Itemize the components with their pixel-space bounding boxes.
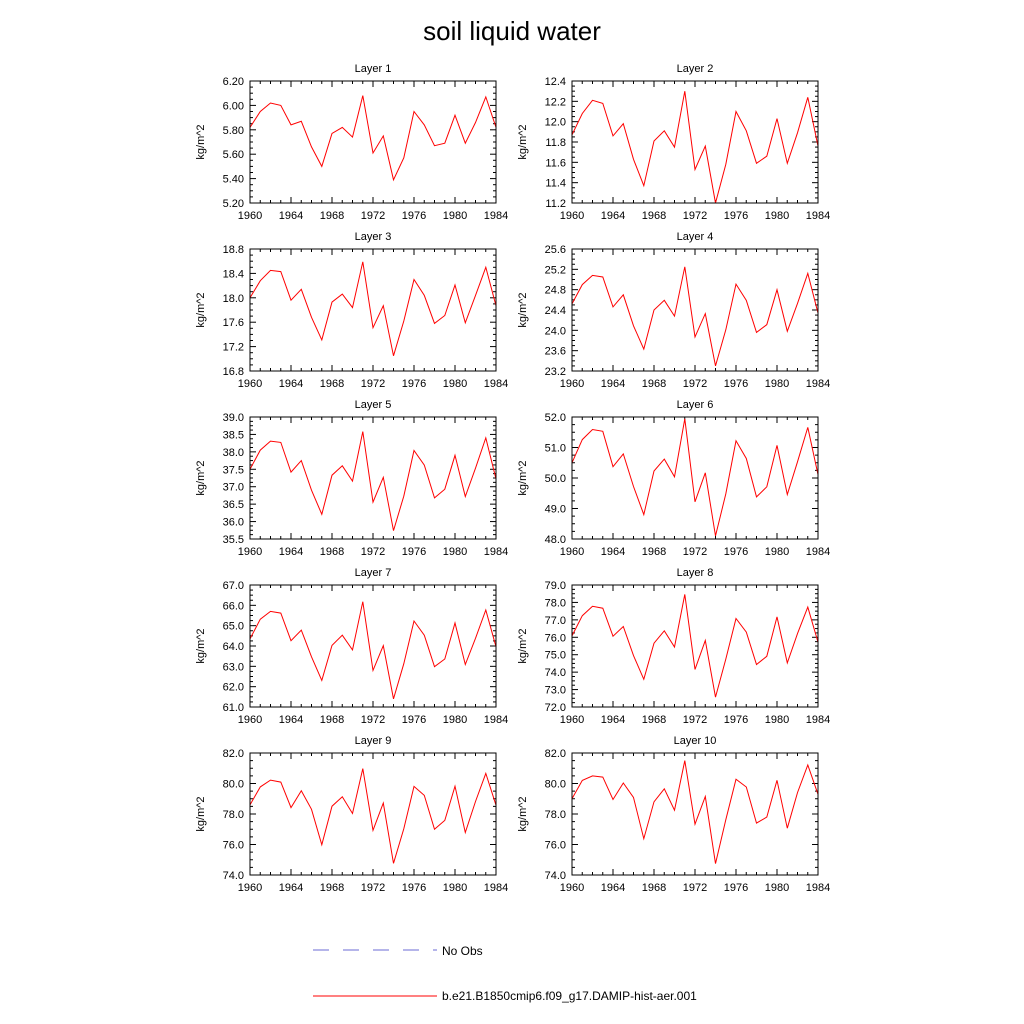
plot-frame [250,249,496,371]
panel-title: Layer 9 [354,735,392,747]
y-tick-label: 74.0 [222,870,244,882]
x-tick-label: 1980 [764,882,790,894]
series-line [250,96,496,180]
y-tick-label: 50.0 [544,473,566,485]
panel-title: Layer 5 [354,399,392,411]
x-tick-label: 1964 [600,378,626,390]
x-tick-label: 1972 [682,210,708,222]
panel-2 [517,63,830,222]
plot-frame [250,585,496,707]
x-tick-label: 1964 [278,714,304,726]
y-tick-label: 78.0 [544,809,566,821]
y-tick-label: 82.0 [544,748,566,760]
x-tick-label: 1976 [401,378,427,390]
y-tick-label: 73.0 [544,684,566,697]
x-tick-label: 1980 [764,714,790,726]
x-tick-label: 1980 [442,714,468,726]
x-tick-label: 1960 [559,882,585,894]
y-axis-label: kg/m^2 [195,628,207,664]
x-tick-label: 1960 [559,546,585,558]
x-tick-label: 1968 [641,210,667,222]
legend-label-no-obs: No Obs [442,944,483,958]
x-tick-label: 1972 [360,882,386,894]
y-tick-label: 35.5 [222,534,244,546]
x-tick-label: 1980 [764,378,790,390]
y-tick-label: 38.0 [222,446,244,459]
y-tick-label: 76.0 [222,839,244,852]
x-tick-label: 1984 [805,546,831,558]
panel-title: Layer 1 [354,63,392,75]
plot-frame [250,417,496,539]
legend-label-model: b.e21.B1850cmip6.f09_g17.DAMIP-hist-aer.001 [442,989,697,1003]
x-tick-label: 1960 [559,714,585,726]
x-tick-label: 1960 [237,882,263,894]
y-tick-label: 24.0 [544,325,566,338]
y-tick-label: 37.5 [222,464,244,477]
y-tick-label: 5.40 [222,173,244,186]
y-tick-label: 78.0 [544,597,566,610]
x-tick-label: 1976 [401,546,427,558]
y-tick-label: 12.4 [544,76,566,88]
x-tick-label: 1984 [483,210,509,222]
x-tick-label: 1972 [360,378,386,390]
y-tick-label: 11.4 [545,177,566,190]
x-tick-label: 1980 [442,378,468,390]
y-tick-label: 38.5 [222,429,244,442]
plot-frame [250,753,496,875]
y-axis-label: kg/m^2 [195,124,207,160]
series-line [250,602,496,699]
y-tick-label: 77.0 [544,614,566,627]
x-tick-label: 1968 [319,714,345,726]
y-axis-label: kg/m^2 [517,292,529,328]
y-axis-label: kg/m^2 [517,460,529,496]
series-line [572,419,818,536]
x-tick-label: 1968 [641,714,667,726]
x-tick-label: 1984 [483,714,509,726]
y-axis-label: kg/m^2 [517,796,529,832]
x-tick-label: 1964 [600,546,626,558]
plot-frame [572,249,818,371]
panel-6 [517,399,830,558]
y-tick-label: 23.2 [544,366,566,378]
x-tick-label: 1984 [805,210,831,222]
x-tick-label: 1960 [237,378,263,390]
x-tick-label: 1976 [723,546,749,558]
x-tick-label: 1972 [682,882,708,894]
y-tick-label: 23.6 [544,345,566,358]
plot-frame [250,81,496,203]
y-axis-label: kg/m^2 [195,292,207,328]
y-tick-label: 64.0 [222,641,244,653]
y-tick-label: 76.0 [544,839,566,852]
series-line [572,761,818,864]
panel-title: Layer 7 [354,567,392,579]
x-tick-label: 1964 [278,210,304,222]
series-line [250,432,496,531]
x-tick-label: 1980 [442,546,468,558]
x-tick-label: 1972 [360,546,386,558]
x-tick-label: 1976 [723,378,749,390]
x-tick-label: 1968 [641,378,667,390]
panel-title: Layer 4 [676,231,714,243]
y-tick-label: 6.00 [222,100,244,113]
x-tick-label: 1976 [401,882,427,894]
figure-title: soil liquid water [423,16,601,46]
x-tick-label: 1984 [483,378,509,390]
y-tick-label: 25.6 [544,244,566,256]
panel-title: Layer 8 [676,567,714,579]
x-tick-label: 1964 [278,378,304,390]
series-line [572,594,818,697]
y-tick-label: 76.0 [544,632,566,645]
y-tick-label: 74.0 [544,667,566,680]
panel-10 [517,735,830,894]
x-tick-label: 1984 [483,882,509,894]
x-tick-label: 1968 [641,546,667,558]
y-tick-label: 62.0 [222,681,244,694]
x-tick-label: 1984 [805,882,831,894]
y-tick-label: 52.0 [544,412,566,424]
panel-1 [195,63,508,222]
panel-3 [195,231,508,390]
x-tick-label: 1984 [483,546,509,558]
x-tick-label: 1964 [278,882,304,894]
y-tick-label: 72.0 [544,702,566,714]
y-tick-label: 24.4 [544,305,566,317]
plot-frame [572,81,818,203]
y-tick-label: 49.0 [544,503,566,516]
series-line [572,267,818,366]
y-tick-label: 11.6 [545,157,566,170]
y-tick-label: 18.8 [222,244,244,256]
y-tick-label: 75.0 [544,649,566,662]
legend [313,944,697,1003]
x-tick-label: 1968 [319,546,345,558]
series-line [572,91,818,203]
panel-8 [517,567,830,726]
y-axis-label: kg/m^2 [195,796,207,832]
y-tick-label: 17.6 [222,317,244,330]
x-tick-label: 1984 [805,714,831,726]
y-tick-label: 18.4 [222,268,244,281]
y-axis-label: kg/m^2 [195,460,207,496]
panel-title: Layer 2 [676,63,714,75]
panels [195,63,830,894]
y-tick-label: 12.0 [544,116,566,129]
x-tick-label: 1960 [559,378,585,390]
y-tick-label: 17.2 [222,341,244,354]
y-tick-label: 5.60 [222,149,244,162]
y-tick-label: 74.0 [544,870,566,882]
x-tick-label: 1960 [237,210,263,222]
y-tick-label: 36.0 [222,516,244,529]
x-tick-label: 1968 [319,210,345,222]
x-tick-label: 1964 [600,714,626,726]
y-tick-label: 61.0 [222,702,244,714]
y-tick-label: 82.0 [222,748,244,760]
plot-frame [572,585,818,707]
x-tick-label: 1972 [360,210,386,222]
x-tick-label: 1976 [401,210,427,222]
y-axis-label: kg/m^2 [517,628,529,664]
y-tick-label: 18.0 [222,292,244,305]
x-tick-label: 1960 [559,210,585,222]
x-tick-label: 1972 [682,546,708,558]
panel-7 [195,567,508,726]
y-tick-label: 39.0 [222,412,244,424]
x-tick-label: 1980 [442,882,468,894]
y-tick-label: 37.0 [222,481,244,494]
y-tick-label: 67.0 [222,580,244,592]
x-tick-label: 1972 [682,378,708,390]
y-tick-label: 65.0 [222,620,244,633]
panel-title: Layer 3 [354,231,392,243]
x-tick-label: 1960 [237,714,263,726]
x-tick-label: 1980 [442,210,468,222]
panel-title: Layer 6 [676,399,714,411]
y-tick-label: 16.8 [222,366,244,378]
y-tick-label: 78.0 [222,809,244,821]
x-tick-label: 1964 [600,210,626,222]
x-tick-label: 1964 [278,546,304,558]
y-tick-label: 11.2 [545,198,566,210]
y-tick-label: 25.2 [544,264,566,277]
x-tick-label: 1984 [805,378,831,390]
plot-frame [572,753,818,875]
y-tick-label: 51.0 [544,442,566,455]
y-tick-label: 79.0 [544,580,566,592]
y-tick-label: 11.8 [545,137,566,149]
y-tick-label: 6.20 [222,76,244,88]
y-tick-label: 63.0 [222,661,244,674]
series-line [250,769,496,864]
y-tick-label: 5.20 [222,198,244,210]
x-tick-label: 1968 [319,378,345,390]
series-line [250,262,496,356]
panel-4 [517,231,830,390]
x-tick-label: 1976 [401,714,427,726]
x-tick-label: 1972 [360,714,386,726]
y-tick-label: 36.5 [222,499,244,512]
y-tick-label: 66.0 [222,600,244,613]
x-tick-label: 1976 [723,882,749,894]
x-tick-label: 1968 [641,882,667,894]
x-tick-label: 1980 [764,546,790,558]
y-tick-label: 24.8 [544,284,566,297]
y-axis-label: kg/m^2 [517,124,529,160]
x-tick-label: 1976 [723,210,749,222]
y-tick-label: 80.0 [544,778,566,791]
x-tick-label: 1968 [319,882,345,894]
y-tick-label: 12.2 [544,96,566,109]
x-tick-label: 1964 [600,882,626,894]
x-tick-label: 1976 [723,714,749,726]
y-tick-label: 80.0 [222,778,244,791]
y-tick-label: 5.80 [222,124,244,137]
x-tick-label: 1972 [682,714,708,726]
panel-9 [195,735,508,894]
plot-frame [572,417,818,539]
x-tick-label: 1960 [237,546,263,558]
y-tick-label: 48.0 [544,534,566,546]
panel-title: Layer 10 [673,735,717,747]
x-tick-label: 1980 [764,210,790,222]
panel-5 [195,399,508,558]
